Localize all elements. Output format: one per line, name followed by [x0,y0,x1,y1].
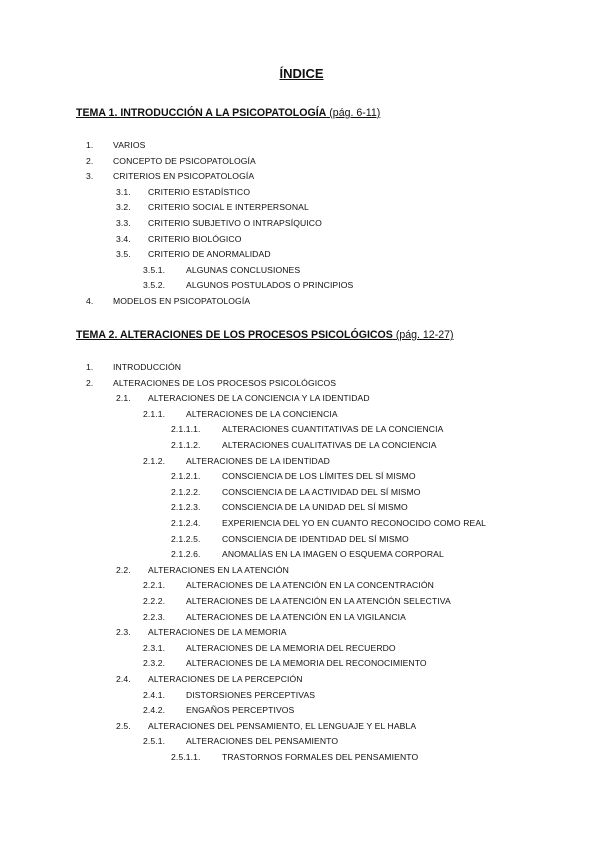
tema-1-title: TEMA 1. INTRODUCCIÓN A LA PSICOPATOLOGÍA [76,107,327,119]
toc-entry-number: 2.4.1. [143,689,166,700]
toc-entry-number: 2.1.2.2. [171,486,201,497]
toc-entry-number: 3. [86,171,94,182]
toc-entry-label: CRITERIO ESTADÍSTICO [148,186,251,197]
toc-entry-label: CRITERIOS EN PSICOPATOLOGÍA [113,171,255,182]
toc-entry-number: 2.3.1. [143,642,166,653]
toc-entry-label: CRITERIO SUBJETIVO O INTRAPSÍQUICO [148,218,322,228]
tema-1-pages: (pág. 6-11) [329,107,381,119]
toc-entry-number: 3.3. [116,218,131,228]
toc-entry-label: CONSCIENCIA DE LA ACTIVIDAD DEL SÍ MISMO [222,486,421,497]
toc-entry-number: 2.1.2.4. [171,518,201,528]
toc-entry-number: 2.1.2.3. [171,502,201,513]
toc-entry-label: DISTORSIONES PERCEPTIVAS [186,689,316,700]
toc-entry-number: 3.5.1. [143,264,166,275]
toc-entry-label: ALTERACIONES DE LA MEMORIA DEL RECONOCIMIENTO [186,658,427,669]
toc-entry-label: CRITERIO BIOLÓGICO [148,233,242,244]
toc-entry-label: ALTERACIONES DE LA IDENTIDAD [186,455,330,466]
toc-entry-label: ALTERACIONES DE LA ATENCIÓN EN LA VIGILANCIA [186,611,406,622]
toc-entry-label: INTRODUCCIÓN [113,362,182,372]
toc-entry-number: 3.4. [116,233,131,244]
toc-entry-number: 2.5. [116,720,131,731]
toc-entry-number: 2.5.1.1. [171,752,201,762]
toc-entry-number: 3.5.2. [143,280,166,291]
toc-entry-label: ALTERACIONES CUANTITATIVAS DE LA CONCIENCIA [222,424,444,435]
toc-entry-label: ALTERACIONES CUALITATIVAS DE LA CONCIENCIA [222,440,437,450]
tema-2-heading [76,329,454,341]
toc-entry-number: 2.4.2. [143,705,166,716]
toc-entry-number: 2.1.1. [143,408,166,419]
toc-entry-number: 2.3.2. [143,658,166,669]
toc-entry-number: 3.1. [116,186,131,197]
toc-entry-label: TRASTORNOS FORMALES DEL PENSAMIENTO [222,752,419,762]
toc-entry-number: 2.1.2.6. [171,549,201,560]
toc-entry-number: 2.4. [116,674,131,684]
toc-entry-label: ALTERACIONES EN LA ATENCIÓN [148,564,289,575]
page-title: ÍNDICE [279,66,324,81]
toc-entry-number: 2.1.2.5. [171,533,201,544]
toc-entry-number: 2.1.2.1. [171,471,201,482]
toc-entry-label: ALTERACIONES DEL PENSAMIENTO [186,736,339,747]
toc-entry-label: CRITERIO SOCIAL E INTERPERSONAL [148,202,309,213]
toc-entry-number: 1. [86,362,94,372]
tema-2-pages: (pág. 12-27) [395,329,454,341]
toc-entry-label: CRITERIO DE ANORMALIDAD [148,249,271,260]
toc-entry-label: ALTERACIONES DE LOS PROCESOS PSICOLÓGICOS [113,377,337,388]
tema-2-title: TEMA 2. ALTERACIONES DE LOS PROCESOS PSICOLÓGICOS [76,329,393,341]
toc-entry-number: 2.1.1.2. [171,440,201,450]
toc-entry-number: 2.1. [116,393,131,404]
toc-entry-number: 2.1.1.1. [171,424,201,435]
toc-entry-label: ANOMALÍAS EN LA IMAGEN O ESQUEMA CORPORAL [222,549,444,560]
toc-entry-label: CONCEPTO DE PSICOPATOLOGÍA [113,155,256,166]
toc-entry-label: MODELOS EN PSICOPATOLOGÍA [113,296,251,306]
toc-entry-label: ALTERACIONES DE LA MEMORIA [148,627,287,638]
toc-entry-number: 2.2.3. [143,611,166,622]
toc-entry-label: ENGAÑOS PERCEPTIVOS [186,705,295,716]
toc-entry-number: 2.2.1. [143,580,166,591]
toc-entry-number: 1. [86,140,94,150]
toc-entry-number: 2.5.1. [143,736,166,747]
toc-entry-number: 2. [86,377,94,388]
toc-entry-label: CONSCIENCIA DE LA UNIDAD DEL SÍ MISMO [222,502,408,513]
toc-entry-label: VARIOS [113,140,146,150]
toc-entry-number: 3.5. [116,249,131,260]
toc-entry-number: 3.2. [116,202,131,213]
toc-entry-number: 2.3. [116,627,131,638]
toc-entry-label: ALGUNOS POSTULADOS O PRINCIPIOS [186,280,354,291]
toc-entry-number: 2.2.2. [143,596,166,606]
toc-entry-label: EXPERIENCIA DEL YO EN CUANTO RECONOCIDO COMO REAL [222,518,487,528]
toc-entry-label: ALGUNAS CONCLUSIONES [186,264,301,275]
toc-entry-label: ALTERACIONES DE LA ATENCIÓN EN LA CONCENTRACIÓN [186,580,434,591]
toc-entry-label: ALTERACIONES DE LA ATENCIÓN EN LA ATENCIÓN SELECTIVA [186,596,451,606]
toc-entry-number: 2. [86,155,94,166]
toc-entry-label: ALTERACIONES DE LA PERCEPCIÓN [148,674,303,684]
tema-1-heading [76,107,380,119]
toc-entry-label: ALTERACIONES DE LA CONCIENCIA [186,408,338,419]
toc-entry-label: CONSCIENCIA DE LOS LÍMITES DEL SÍ MISMO [222,471,416,482]
toc-entry-label: CONSCIENCIA DE IDENTIDAD DEL SÍ MISMO [222,533,409,544]
toc-entry-number: 4. [86,296,94,306]
toc-entry-label: ALTERACIONES DE LA CONCIENCIA Y LA IDENTIDAD [148,393,370,404]
toc-entry-label: ALTERACIONES DE LA MEMORIA DEL RECUERDO [186,642,396,653]
toc-entry-number: 2.2. [116,564,131,575]
toc-entry-number: 2.1.2. [143,455,166,466]
toc-entry-label: ALTERACIONES DEL PENSAMIENTO, EL LENGUAJE Y EL HABLA [148,720,417,731]
